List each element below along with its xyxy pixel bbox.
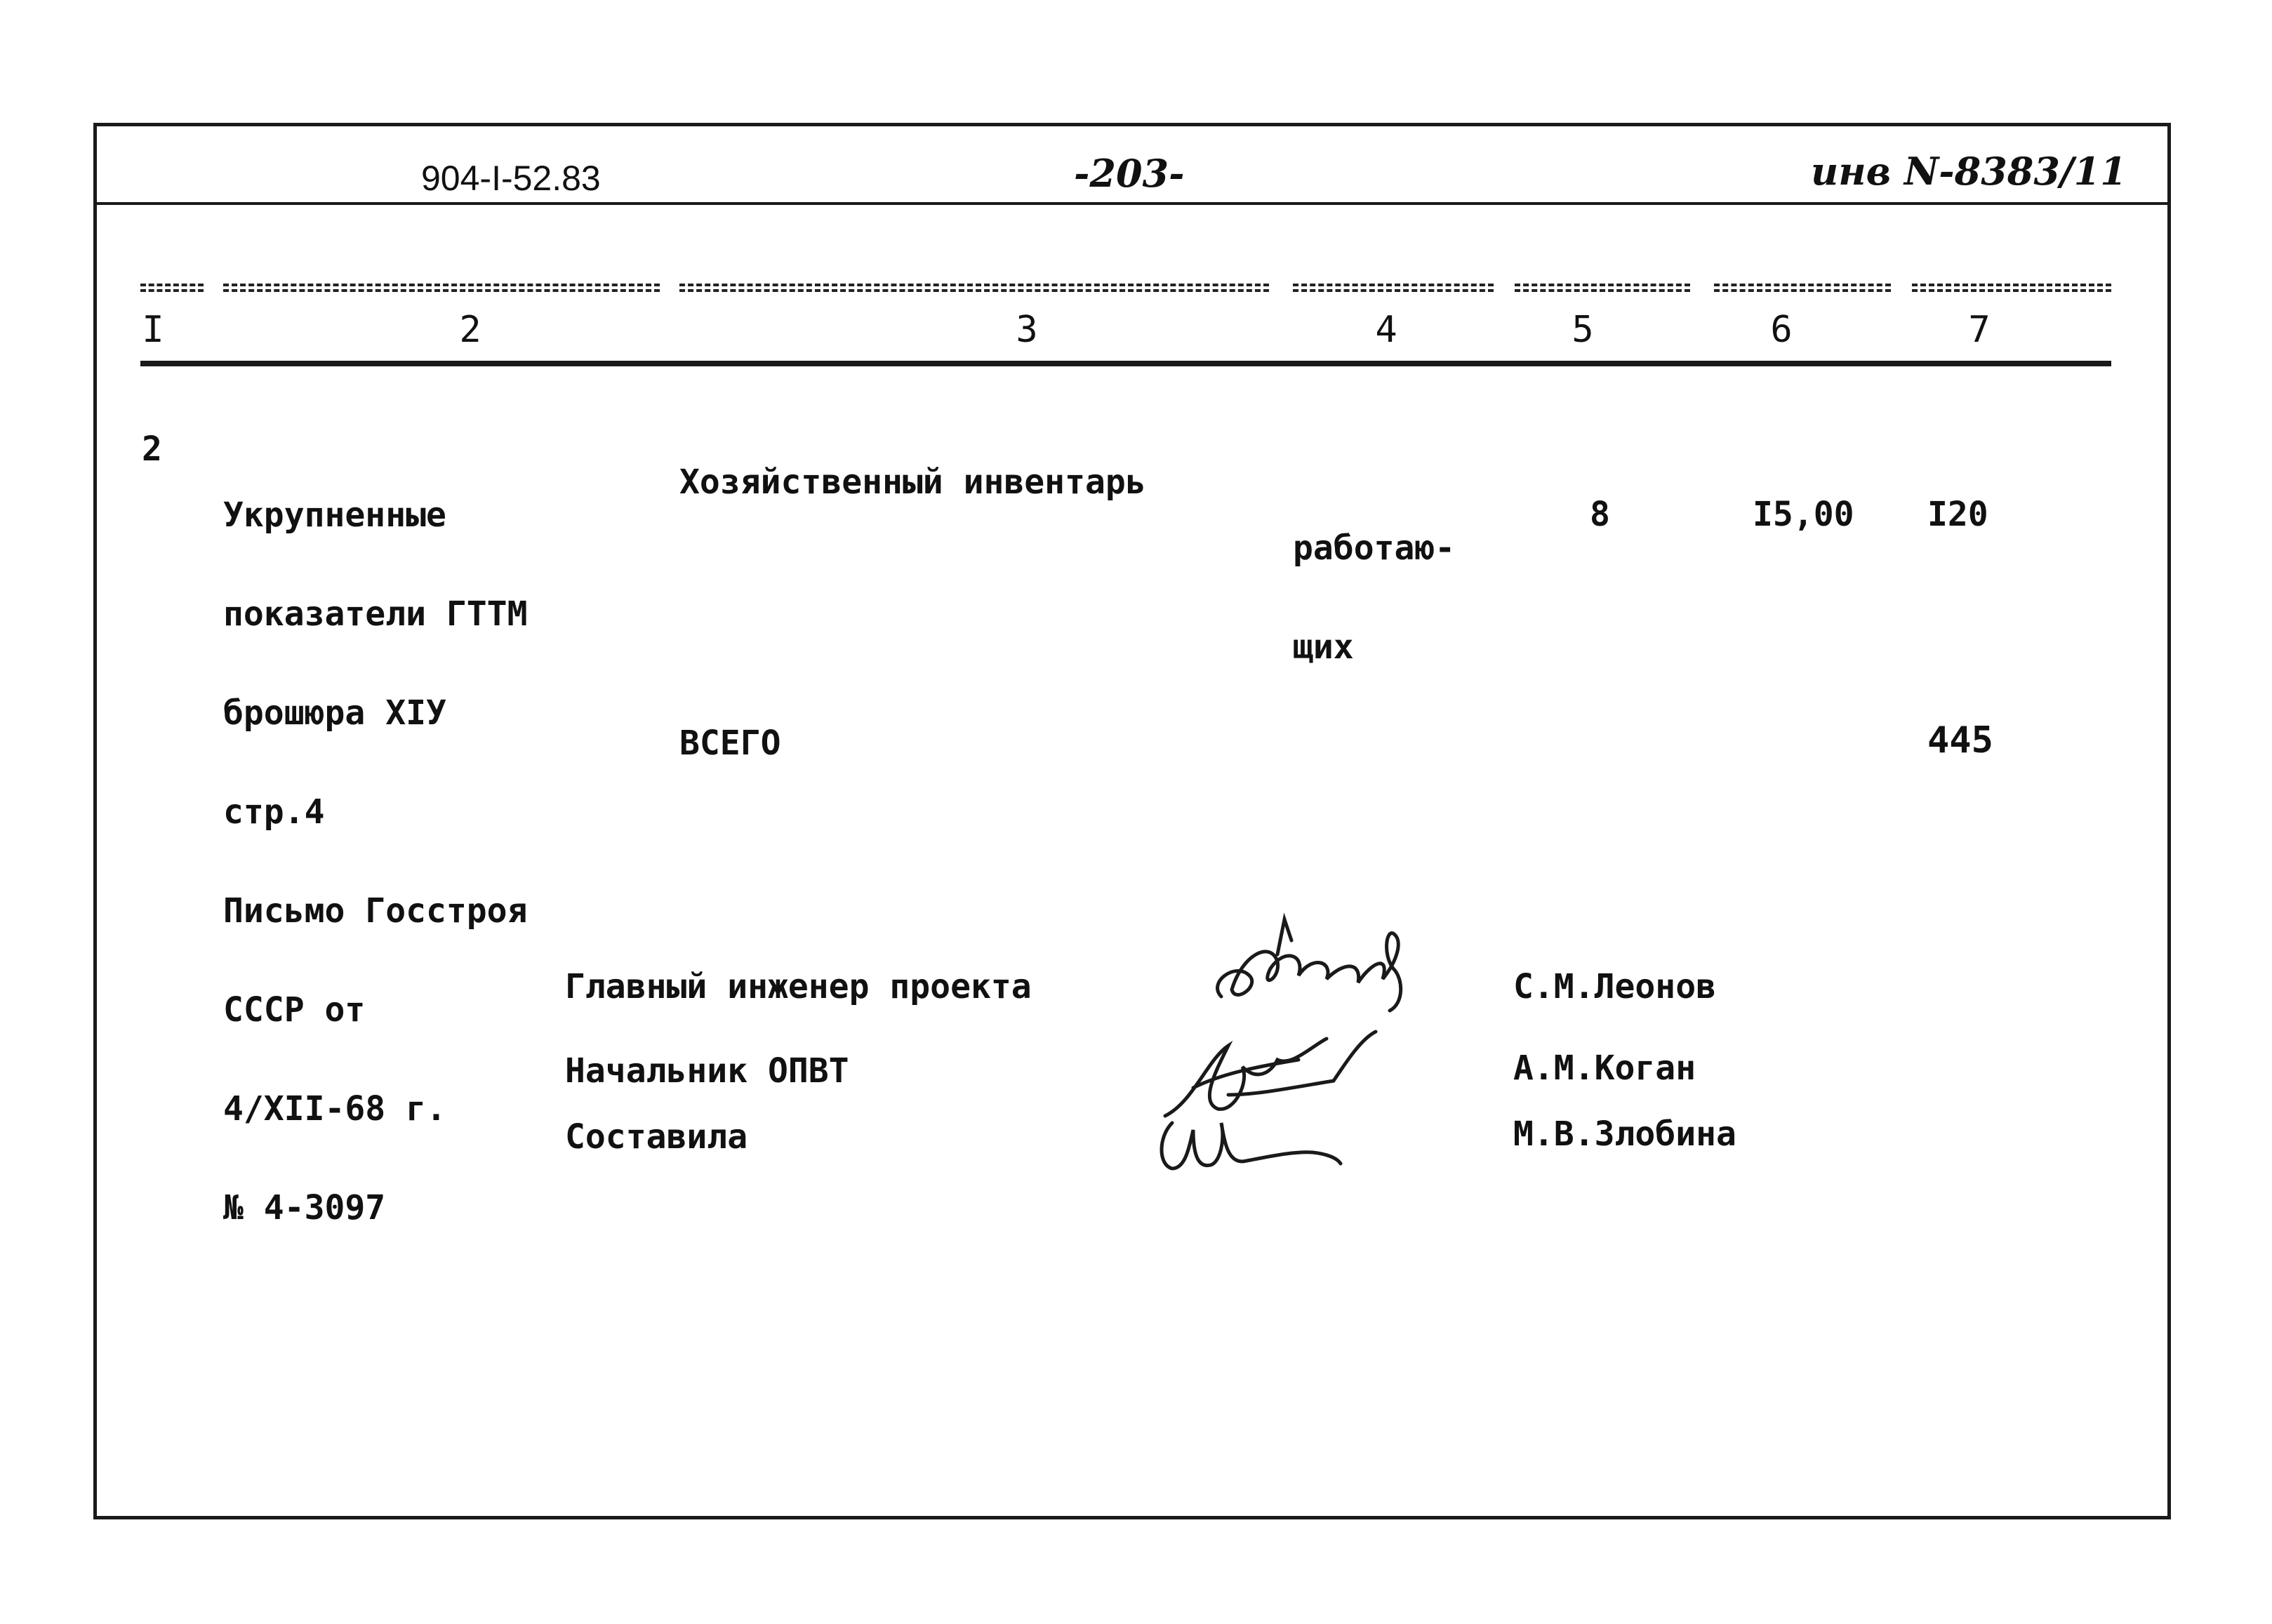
signature-role-compiled-by: Составила <box>565 1117 748 1157</box>
table-top-rule-5 <box>1515 284 1690 292</box>
inventory-number: инв N-8383/11 <box>1811 149 2127 194</box>
total-label: ВСЕГО <box>679 724 781 763</box>
signature-role-head-opvt: Начальник ОПВТ <box>565 1051 849 1091</box>
row-source-line: 4/XII-68 г. <box>223 1089 446 1129</box>
table-top-rule-6 <box>1714 284 1891 292</box>
signature-compiled-by-handwriting <box>1151 1102 1362 1179</box>
column-number-3: 3 <box>1016 309 1038 351</box>
total-value: 445 <box>1927 719 1993 761</box>
column-number-7: 7 <box>1968 309 1991 351</box>
row-source-line: показатели ГТТМ <box>223 594 528 634</box>
row-source-line: № 4-3097 <box>223 1188 386 1227</box>
column-number-1: I <box>142 309 164 351</box>
table-top-rule-1 <box>140 284 204 292</box>
page-number: -203- <box>1074 151 1185 196</box>
row-unit <box>1293 466 1455 697</box>
row-quantity: 8 <box>1590 495 1610 534</box>
signature-name-compiled-by: М.В.Злобина <box>1513 1114 1736 1154</box>
row-number: 2 <box>142 430 162 469</box>
row-source-line: СССР от <box>223 990 366 1030</box>
row-unit-line: работаю- <box>1293 528 1456 568</box>
header-divider <box>93 202 2171 205</box>
table-top-rule-7 <box>1912 284 2111 292</box>
column-number-5: 5 <box>1572 309 1594 351</box>
table-header-rule <box>140 361 2111 366</box>
signature-name-head-opvt: А.М.Коган <box>1513 1049 1696 1088</box>
row-sum: I20 <box>1927 495 1988 534</box>
table-top-rule-4 <box>1293 284 1494 292</box>
signature-role-chief-engineer: Главный инженер проекта <box>565 967 1032 1006</box>
row-source <box>223 433 527 1258</box>
row-item: Хозяйственный инвентарь <box>679 462 1146 502</box>
row-unit-line: щих <box>1293 627 1354 667</box>
signature-name-chief-engineer: С.М.Леонов <box>1513 967 1716 1006</box>
signature-chief-engineer-handwriting <box>1193 912 1460 1025</box>
row-source-line: стр.4 <box>223 792 325 832</box>
table-top-rule-2 <box>223 284 660 292</box>
row-source-line: Письмо Госстроя <box>223 891 528 931</box>
row-source-line: брошюра XIУ <box>223 693 446 733</box>
table-top-rule-3 <box>679 284 1269 292</box>
row-source-line: Укрупненные <box>223 495 446 535</box>
column-number-4: 4 <box>1375 309 1397 351</box>
document-code: 904-I-52.83 <box>421 159 601 198</box>
column-number-6: 6 <box>1770 309 1793 351</box>
column-number-2: 2 <box>459 309 481 351</box>
row-price: I5,00 <box>1753 495 1854 534</box>
